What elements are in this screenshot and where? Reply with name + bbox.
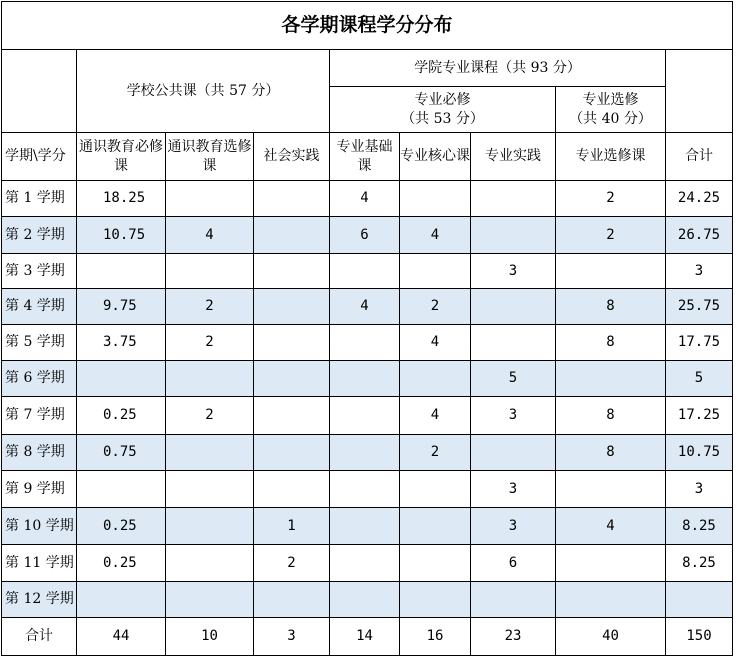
- row-label: 第 11 学期: [2, 545, 77, 582]
- table-cell: [330, 325, 400, 361]
- table-title: 各学期课程学分分布: [2, 2, 733, 50]
- table-cell: 4: [556, 508, 666, 545]
- table-cell: 0.25: [77, 545, 166, 582]
- table-cell: [400, 181, 471, 217]
- table-cell: [400, 254, 471, 289]
- table-cell: 4: [400, 325, 471, 361]
- table-cell: 4: [166, 217, 254, 254]
- total-cell: 14: [330, 618, 400, 656]
- row-label: 第 4 学期: [2, 289, 77, 325]
- table-cell: 3: [666, 471, 733, 508]
- table-cell: 4: [400, 217, 471, 254]
- table-cell: [166, 254, 254, 289]
- table-cell: [77, 471, 166, 508]
- row-label: 第 5 学期: [2, 325, 77, 361]
- total-cell: 150: [666, 618, 733, 656]
- table-cell: 8.25: [666, 508, 733, 545]
- table-row: [2, 254, 733, 289]
- table-cell: 6: [330, 217, 400, 254]
- column-header: 通识教育必修课: [77, 133, 166, 181]
- table-cell: [400, 582, 471, 618]
- table-cell: 4: [400, 397, 471, 435]
- total-cell: 16: [400, 618, 471, 656]
- table-row: [2, 289, 733, 325]
- table-cell: 5: [471, 361, 556, 397]
- table-cell: [330, 435, 400, 471]
- table-cell: 3: [471, 254, 556, 289]
- table-cell: [400, 361, 471, 397]
- table-cell: [330, 582, 400, 618]
- major-elective-group-header: 专业选修 （共 40 分）: [556, 87, 666, 133]
- table-cell: 2: [556, 217, 666, 254]
- table-cell: [254, 397, 330, 435]
- table-cell: 1: [254, 508, 330, 545]
- table-cell: [471, 582, 556, 618]
- table-cell: [330, 397, 400, 435]
- table-cell: 3.75: [77, 325, 166, 361]
- table-cell: [400, 545, 471, 582]
- table-cell: 5: [666, 361, 733, 397]
- table-cell: [471, 181, 556, 217]
- table-cell: [556, 471, 666, 508]
- table-cell: [254, 361, 330, 397]
- table-row: [2, 361, 733, 397]
- table-cell: [330, 545, 400, 582]
- table-cell: 3: [471, 397, 556, 435]
- table-cell: [330, 361, 400, 397]
- school-public-header: 学校公共课（共 57 分）: [77, 50, 330, 133]
- table-cell: [254, 325, 330, 361]
- table-cell: 0.25: [77, 508, 166, 545]
- table-cell: [77, 254, 166, 289]
- table-cell: [556, 545, 666, 582]
- corner-cell: [2, 50, 77, 133]
- table-cell: 6: [471, 545, 556, 582]
- table-cell: 2: [556, 181, 666, 217]
- row-label: 第 2 学期: [2, 217, 77, 254]
- table-cell: 8.25: [666, 545, 733, 582]
- table-cell: 2: [254, 545, 330, 582]
- table-cell: 8: [556, 289, 666, 325]
- table-row: [2, 545, 733, 582]
- row-label: 第 1 学期: [2, 181, 77, 217]
- credit-distribution-table: [1, 1, 733, 656]
- table-cell: [254, 471, 330, 508]
- column-header: 专业基础课: [330, 133, 400, 181]
- table-cell: [666, 582, 733, 618]
- table-cell: [556, 254, 666, 289]
- table-cell: [471, 325, 556, 361]
- table-cell: [166, 508, 254, 545]
- table-cell: 18.25: [77, 181, 166, 217]
- table-cell: [77, 582, 166, 618]
- table-cell: 2: [166, 289, 254, 325]
- table-cell: 2: [166, 325, 254, 361]
- table-cell: [254, 435, 330, 471]
- table-cell: [166, 471, 254, 508]
- total-row: [2, 618, 733, 656]
- table-cell: 25.75: [666, 289, 733, 325]
- table-cell: [254, 289, 330, 325]
- table-cell: [330, 471, 400, 508]
- table-cell: 9.75: [77, 289, 166, 325]
- row-label: 第 6 学期: [2, 361, 77, 397]
- table-row: [2, 435, 733, 471]
- column-header: 合计: [666, 133, 733, 181]
- total-label: 合计: [2, 618, 77, 656]
- row-label: 第 10 学期: [2, 508, 77, 545]
- table-cell: [166, 582, 254, 618]
- table-cell: [400, 471, 471, 508]
- total-cell: 44: [77, 618, 166, 656]
- table-cell: [254, 181, 330, 217]
- table-cell: 10.75: [77, 217, 166, 254]
- table-cell: 3: [471, 471, 556, 508]
- row-label: 第 7 学期: [2, 397, 77, 435]
- table-cell: 4: [330, 181, 400, 217]
- row-label: 第 8 学期: [2, 435, 77, 471]
- column-header: 专业实践: [471, 133, 556, 181]
- table-cell: [254, 254, 330, 289]
- table-cell: [556, 361, 666, 397]
- total-header-blank: [666, 50, 733, 133]
- table-cell: [254, 582, 330, 618]
- table-cell: 4: [330, 289, 400, 325]
- table-cell: [166, 361, 254, 397]
- table-cell: [77, 361, 166, 397]
- table-cell: 10.75: [666, 435, 733, 471]
- total-cell: 10: [166, 618, 254, 656]
- table-cell: 8: [556, 325, 666, 361]
- table-cell: 17.25: [666, 397, 733, 435]
- table-row: [2, 217, 733, 254]
- table-cell: 2: [400, 435, 471, 471]
- table-cell: 2: [400, 289, 471, 325]
- total-cell: 40: [556, 618, 666, 656]
- table-cell: 2: [166, 397, 254, 435]
- table-row: [2, 397, 733, 435]
- column-header: 专业选修课: [556, 133, 666, 181]
- table-cell: [400, 508, 471, 545]
- table-row: [2, 325, 733, 361]
- table-row: [2, 582, 733, 618]
- table-row: [2, 181, 733, 217]
- column-header: 通识教育选修课: [166, 133, 254, 181]
- table-cell: [166, 545, 254, 582]
- table-cell: 0.25: [77, 397, 166, 435]
- major-required-header: 专业必修 （共 53 分）: [330, 87, 556, 133]
- table-cell: [166, 181, 254, 217]
- table-cell: [471, 217, 556, 254]
- table-cell: [166, 435, 254, 471]
- total-cell: 3: [254, 618, 330, 656]
- table-cell: [330, 254, 400, 289]
- table-cell: [471, 435, 556, 471]
- row-label: 第 3 学期: [2, 254, 77, 289]
- total-cell: 23: [471, 618, 556, 656]
- table-cell: [471, 289, 556, 325]
- table-cell: 26.75: [666, 217, 733, 254]
- table-cell: 3: [666, 254, 733, 289]
- table-cell: [254, 217, 330, 254]
- table-cell: 0.75: [77, 435, 166, 471]
- table-cell: 17.75: [666, 325, 733, 361]
- table-cell: 3: [471, 508, 556, 545]
- table-cell: [330, 508, 400, 545]
- table-cell: [556, 582, 666, 618]
- row-label: 第 9 学期: [2, 471, 77, 508]
- table-cell: 8: [556, 397, 666, 435]
- corner-label: 学期\学分: [2, 133, 77, 181]
- table-cell: 8: [556, 435, 666, 471]
- column-header: 社会实践: [254, 133, 330, 181]
- table-row: [2, 471, 733, 508]
- table-row: [2, 508, 733, 545]
- row-label: 第 12 学期: [2, 582, 77, 618]
- college-major-header: 学院专业课程（共 93 分）: [330, 50, 666, 87]
- table-cell: 24.25: [666, 181, 733, 217]
- column-header: 专业核心课: [400, 133, 471, 181]
